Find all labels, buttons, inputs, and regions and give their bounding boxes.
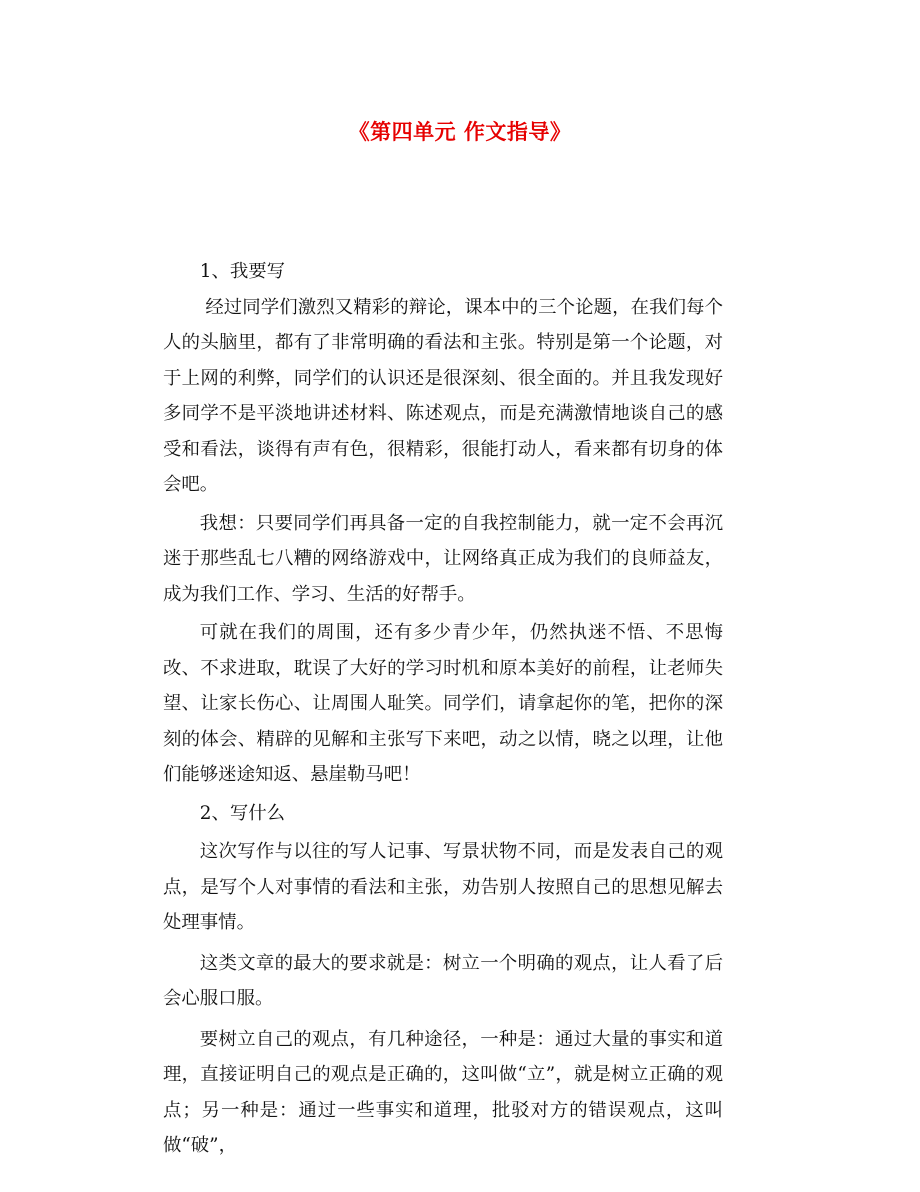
paragraph-2: 我想：只要同学们再具备一定的自我控制能力，就一定不会再沉迷于那些乱七八糟的网络游戏中，让网络真正成为我们的良师益友，成为我们工作、学习、生活的好帮手。 — [163, 512, 723, 605]
section-heading-1: 1、我要写 — [199, 261, 286, 282]
paragraph-1: 经过同学们激烈又精彩的辩论，课本中的三个论题，在我们每个人的头脑里，都有了非常明确的看法和主张。特别是第一个论题，对于上网的利弊，同学们的认识还是很深刻、很全面的。并且我发现好多同学不是平淡地讲述材料、陈述观点，而是充满激情地谈自己的感受和看法，谈得有声有色，很精彩，很能打动人，看来都有切身的体会吧。 — [163, 296, 723, 495]
document-title: 《第四单元 作文指导》 — [348, 120, 572, 144]
paragraph-5: 这类文章的最大的要求就是：树立一个明确的观点，让人看了后会心服口服。 — [163, 952, 723, 1009]
section-heading-2: 2、写什么 — [199, 802, 286, 824]
document-body — [163, 254, 723, 1164]
paragraph-6: 要树立自己的观点，有几种途径，一种是：通过大量的事实和道理，直接证明自己的观点是正确的，这叫做“立”，就是树立正确的观点；另一种是：通过一些事实和道理，批驳对方的错误观点，这叫做“破”， — [163, 1028, 723, 1156]
paragraph-4: 这次写作与以往的写人记事、写景状物不同，而是发表自己的观点，是写个人对事情的看法和主张，劝告别人按照自己的思想见解去处理事情。 — [163, 841, 723, 933]
paragraph-3: 可就在我们的周围，还有多少青少年，仍然执迷不悟、不思悔改、不求进取，耽误了大好的学习时机和原本美好的前程，让老师失望、让家长伤心、让周围人耻笑。同学们，请拿起你的笔，把你的深刻的体会、精辟的见解和主张写下来吧，动之以情，晓之以理，让他们能够迷途知返、悬崖勒马吧！ — [163, 622, 723, 785]
